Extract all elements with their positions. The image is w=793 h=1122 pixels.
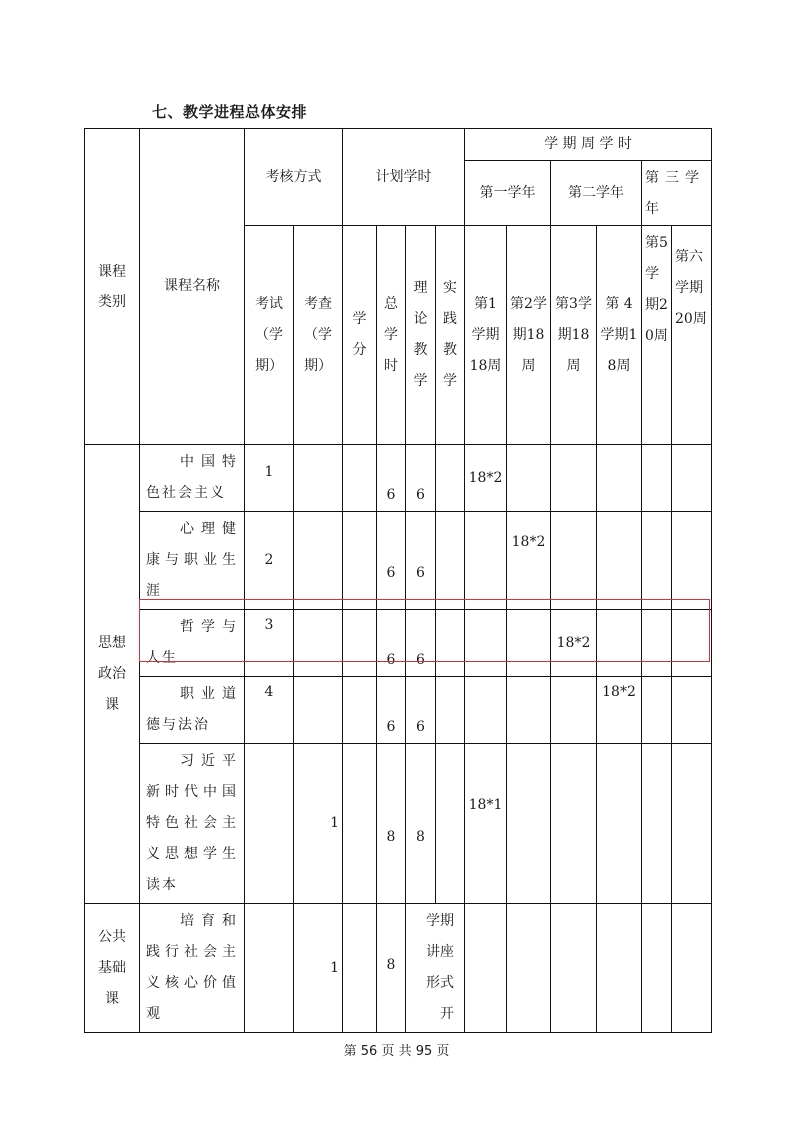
practice-hours [406, 904, 465, 1033]
category-label: 公共基础课 [98, 928, 126, 1007]
category-cell [85, 445, 140, 904]
header-semester-2: 第2学期18周 [507, 226, 551, 445]
practice-hours [436, 610, 465, 677]
course-name [140, 512, 245, 610]
course-name-text: 培育和践行社会主义核心价值观 [146, 913, 238, 1022]
semester-5-hours [642, 445, 672, 512]
course-name [140, 610, 245, 677]
course-name-text: 习近平新时代中国特色社会主义思想学生读本 [146, 753, 238, 893]
category-label: 思想政治课 [98, 634, 126, 713]
semester-1-hours [465, 904, 507, 1033]
credit [343, 904, 377, 1033]
semester-1-hours [465, 610, 507, 677]
page-footer: 第 56 页 共 95 页 [343, 1044, 450, 1059]
semester-6-hours [672, 445, 712, 512]
semester-5-hours [642, 904, 672, 1033]
header-course-name: 课程名称 [140, 129, 245, 445]
table-row [85, 512, 712, 610]
semester-6-hours [672, 610, 712, 677]
practice-hours [436, 744, 465, 904]
table-row [85, 744, 712, 904]
exam-semester [245, 904, 294, 1033]
check-semester [294, 445, 343, 512]
semester-4-hours [597, 904, 642, 1033]
semester-5-hours [642, 610, 672, 677]
header-total-hours: 总学时 [377, 226, 406, 445]
section-heading: 七、教学进程总体安排 [152, 103, 308, 121]
course-name [140, 677, 245, 744]
semester-6-hours [672, 744, 712, 904]
practice-hours [436, 677, 465, 744]
semester-4-hours [597, 445, 642, 512]
practice-hours [436, 445, 465, 512]
header-semester-3: 第3学期18周 [551, 226, 597, 445]
semester-4-hours [597, 744, 642, 904]
course-name-text: 中国特色社会主义 [146, 454, 238, 501]
semester-2-hours [507, 610, 551, 677]
check-semester: 1 [294, 744, 343, 904]
semester-3-hours [551, 512, 597, 610]
theory-hours: 6 [406, 677, 436, 744]
exam-semester: 3 [245, 610, 294, 677]
exam-semester: 2 [245, 512, 294, 610]
header-exam: 考试（学期） [245, 226, 294, 445]
exam-semester: 1 [245, 445, 294, 512]
semester-5-hours [642, 512, 672, 610]
semester-1-hours: 18*1 [465, 744, 507, 904]
semester-2-hours [507, 904, 551, 1033]
semester-2-hours: 18*2 [507, 512, 551, 610]
header-theory: 理论教学 [406, 226, 436, 445]
header-planned-hours: 计划学时 [343, 129, 465, 226]
header-check: 考查（学期） [294, 226, 343, 445]
course-name [140, 445, 245, 512]
teaching-schedule-table [84, 128, 712, 1033]
semester-4-hours: 18*2 [597, 677, 642, 744]
total-hours: 6 [377, 445, 406, 512]
header-category-label: 课程类别 [98, 263, 126, 310]
header-semester-1: 第1学期18周 [465, 226, 507, 445]
check-semester [294, 610, 343, 677]
semester-2-hours [507, 677, 551, 744]
header-category [85, 129, 140, 445]
header-semester-5: 第5学期20周 [642, 226, 672, 445]
header-year-1: 第一学年 [465, 161, 551, 226]
semester-4-hours [597, 512, 642, 610]
table-row [85, 677, 712, 744]
header-exam-method: 考核方式 [245, 129, 343, 226]
theory-hours: 6 [406, 445, 436, 512]
header-credit: 学分 [343, 226, 377, 445]
credit [343, 610, 377, 677]
semester-1-hours [465, 512, 507, 610]
semester-1-hours: 18*2 [465, 445, 507, 512]
exam-semester [245, 744, 294, 904]
semester-2-hours [507, 744, 551, 904]
total-hours: 8 [377, 904, 406, 1033]
credit [343, 744, 377, 904]
total-hours: 6 [377, 512, 406, 610]
theory-hours: 8 [406, 744, 436, 904]
check-semester [294, 677, 343, 744]
total-hours: 6 [377, 610, 406, 677]
table-row [85, 445, 712, 512]
semester-3-hours [551, 744, 597, 904]
exam-semester: 4 [245, 677, 294, 744]
semester-3-hours: 18*2 [551, 610, 597, 677]
semester-4-hours [597, 610, 642, 677]
semester-2-hours [507, 445, 551, 512]
course-name-text: 职业道德与法治 [146, 686, 238, 733]
semester-3-hours [551, 445, 597, 512]
theory-hours: 6 [406, 512, 436, 610]
course-name-text: 心理健康与职业生涯 [146, 521, 238, 599]
category-cell [85, 904, 140, 1033]
check-semester [294, 512, 343, 610]
semester-3-hours [551, 904, 597, 1033]
semester-6-hours [672, 512, 712, 610]
table-row [85, 904, 712, 1033]
semester-5-hours [642, 744, 672, 904]
course-name-text: 哲学与人生 [146, 619, 238, 666]
semester-6-hours [672, 677, 712, 744]
table-row [85, 610, 712, 677]
practice-note: 学期讲座形式开 [426, 913, 454, 1022]
header-row-1 [85, 129, 712, 161]
total-hours: 6 [377, 677, 406, 744]
header-practice: 实践教学 [436, 226, 465, 445]
check-semester: 1 [294, 904, 343, 1033]
semester-1-hours [465, 677, 507, 744]
theory-hours: 6 [406, 610, 436, 677]
header-year-3: 第三学年 [642, 161, 712, 226]
semester-6-hours [672, 904, 712, 1033]
practice-hours [436, 512, 465, 610]
credit [343, 677, 377, 744]
header-semester-4: 第 4学期18周 [597, 226, 642, 445]
header-semester-6: 第六学期20周 [672, 226, 712, 445]
header-year-2: 第二学年 [551, 161, 642, 226]
semester-5-hours [642, 677, 672, 744]
credit [343, 512, 377, 610]
header-semester-weekly: 学 期 周 学 时 [465, 129, 712, 161]
credit [343, 445, 377, 512]
semester-3-hours [551, 677, 597, 744]
course-name [140, 744, 245, 904]
total-hours: 8 [377, 744, 406, 904]
course-name [140, 904, 245, 1033]
